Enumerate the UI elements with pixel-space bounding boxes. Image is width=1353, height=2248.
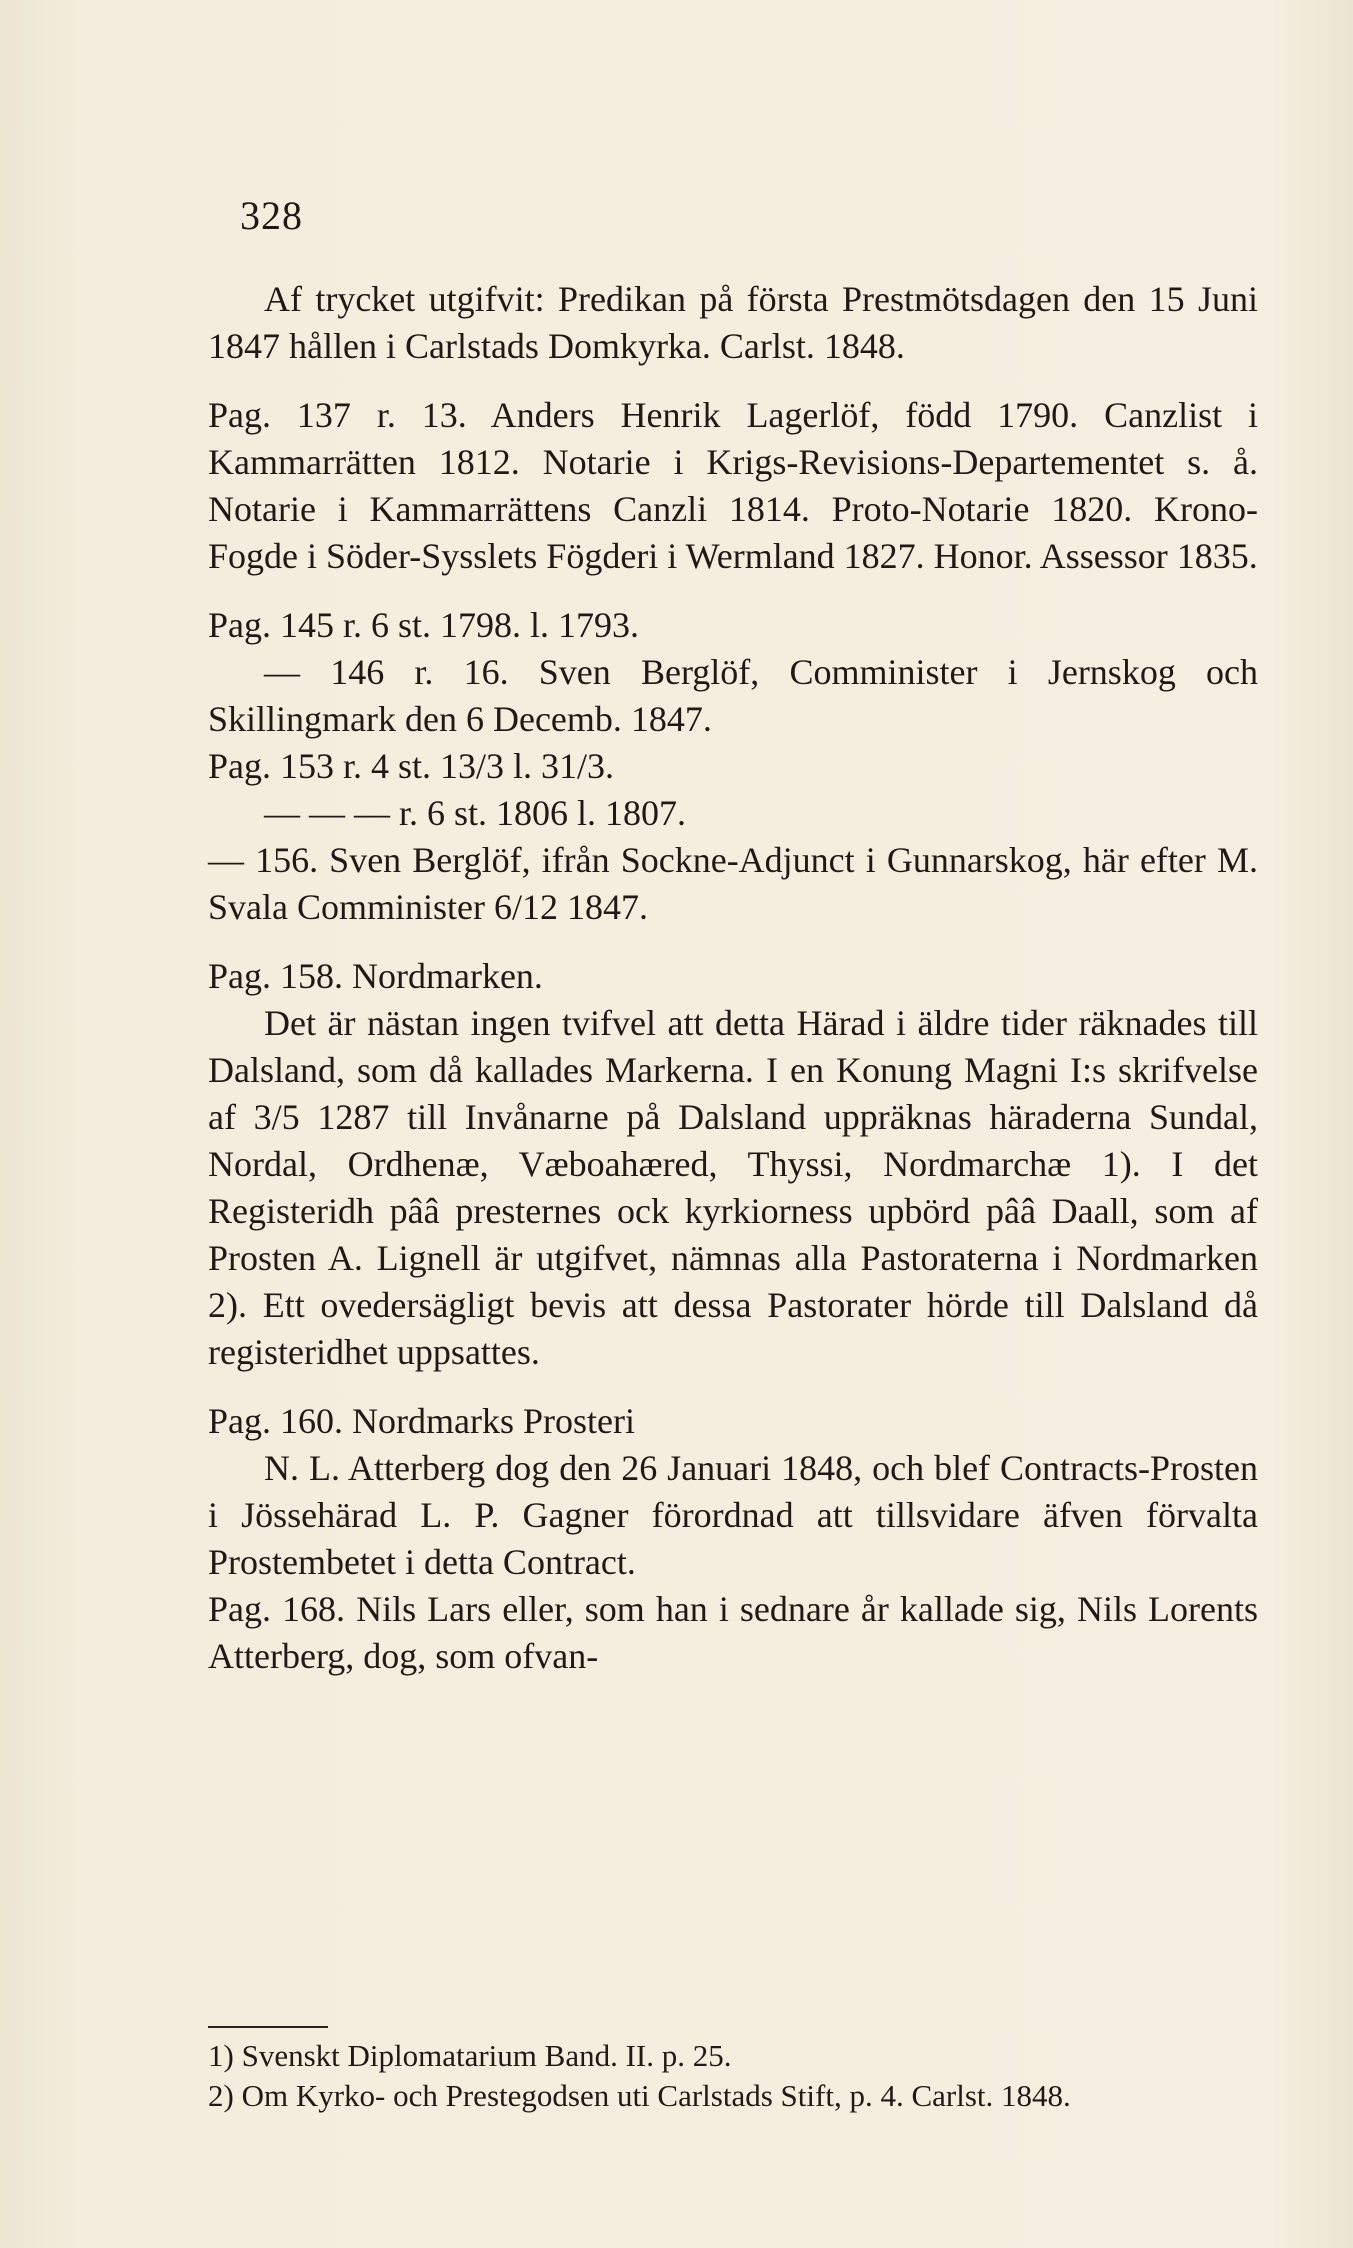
paragraph-4: — 146 r. 16. Sven Berglöf, Comminister i Jernskog och Skillingmark den 6 Decemb. 1847. (208, 652, 1258, 739)
page-body (208, 276, 1258, 1680)
paragraph-8: Pag. 158. Nordmarken. (208, 956, 543, 996)
paragraph-9: Det är nästan ingen tvifvel att detta Härad i äldre tider räknades till Dalsland, som då kallades Markerna. I en Konung Magni I:s skrifvelse af 3/5 1287 till Invånarne på Dalsland uppräknas häraderna Sundal, Nordal, Ordhenæ, Væboahæred, Thyssi, Nordmarchæ 1). I det Registeridh pââ presternes ock kyrkiorness upbörd pââ Daall, som af Prosten A. Lignell är utgifvet, nämnas alla Pastoraterna i Nordmarken 2). Ett ovedersägligt bevis att dessa Pastorater hörde till Dalsland då registeridhet uppsattes. (208, 1003, 1258, 1372)
footnotes (208, 2036, 1258, 2116)
paragraph-12: Pag. 168. Nils Lars eller, som han i sednare år kallade sig, Nils Lorents Atterberg, dog, som ofvan- (208, 1589, 1258, 1676)
footnote-2: 2) Om Kyrko- och Prestegodsen uti Carlstads Stift, p. 4. Carlst. 1848. (208, 2078, 1071, 2113)
footnote-1: 1) Svenskt Diplomatarium Band. II. p. 25. (208, 2038, 732, 2073)
footnote-rule (208, 2026, 328, 2028)
paragraph-5: Pag. 153 r. 4 st. 13/3 l. 31/3. (208, 746, 615, 786)
paragraph-10: Pag. 160. Nordmarks Prosteri (208, 1401, 635, 1441)
paragraph-7: — 156. Sven Berglöf, ifrån Sockne-Adjunct i Gunnarskog, här efter M. Svala Comminister 6/12 1847. (208, 840, 1258, 927)
paragraph-1: Af trycket utgifvit: Predikan på första Prestmötsdagen den 15 Juni 1847 hållen i Carlstads Domkyrka. Carlst. 1848. (208, 279, 1258, 366)
paragraph-2: Pag. 137 r. 13. Anders Henrik Lagerlöf, född 1790. Canzlist i Kammarrätten 1812. Notarie i Krigs-Revisions-Departementet s. å. Notarie i Kammarrättens Canzli 1814. Proto-Notarie 1820. Krono-Fogde i Söder-Sysslets Fögderi i Wermland 1827. Honor. Assessor 1835. (208, 395, 1258, 576)
paragraph-3: Pag. 145 r. 6 st. 1798. l. 1793. (208, 605, 640, 645)
paragraph-6: — — — r. 6 st. 1806 l. 1807. (264, 793, 687, 833)
page-number: 328 (240, 193, 303, 238)
paragraph-11: N. L. Atterberg dog den 26 Januari 1848, och blef Contracts-Prosten i Jössehärad L. P. Gagner förordnad att tillsvidare äfven förvalta Prostembetet i detta Contract. (208, 1448, 1258, 1582)
